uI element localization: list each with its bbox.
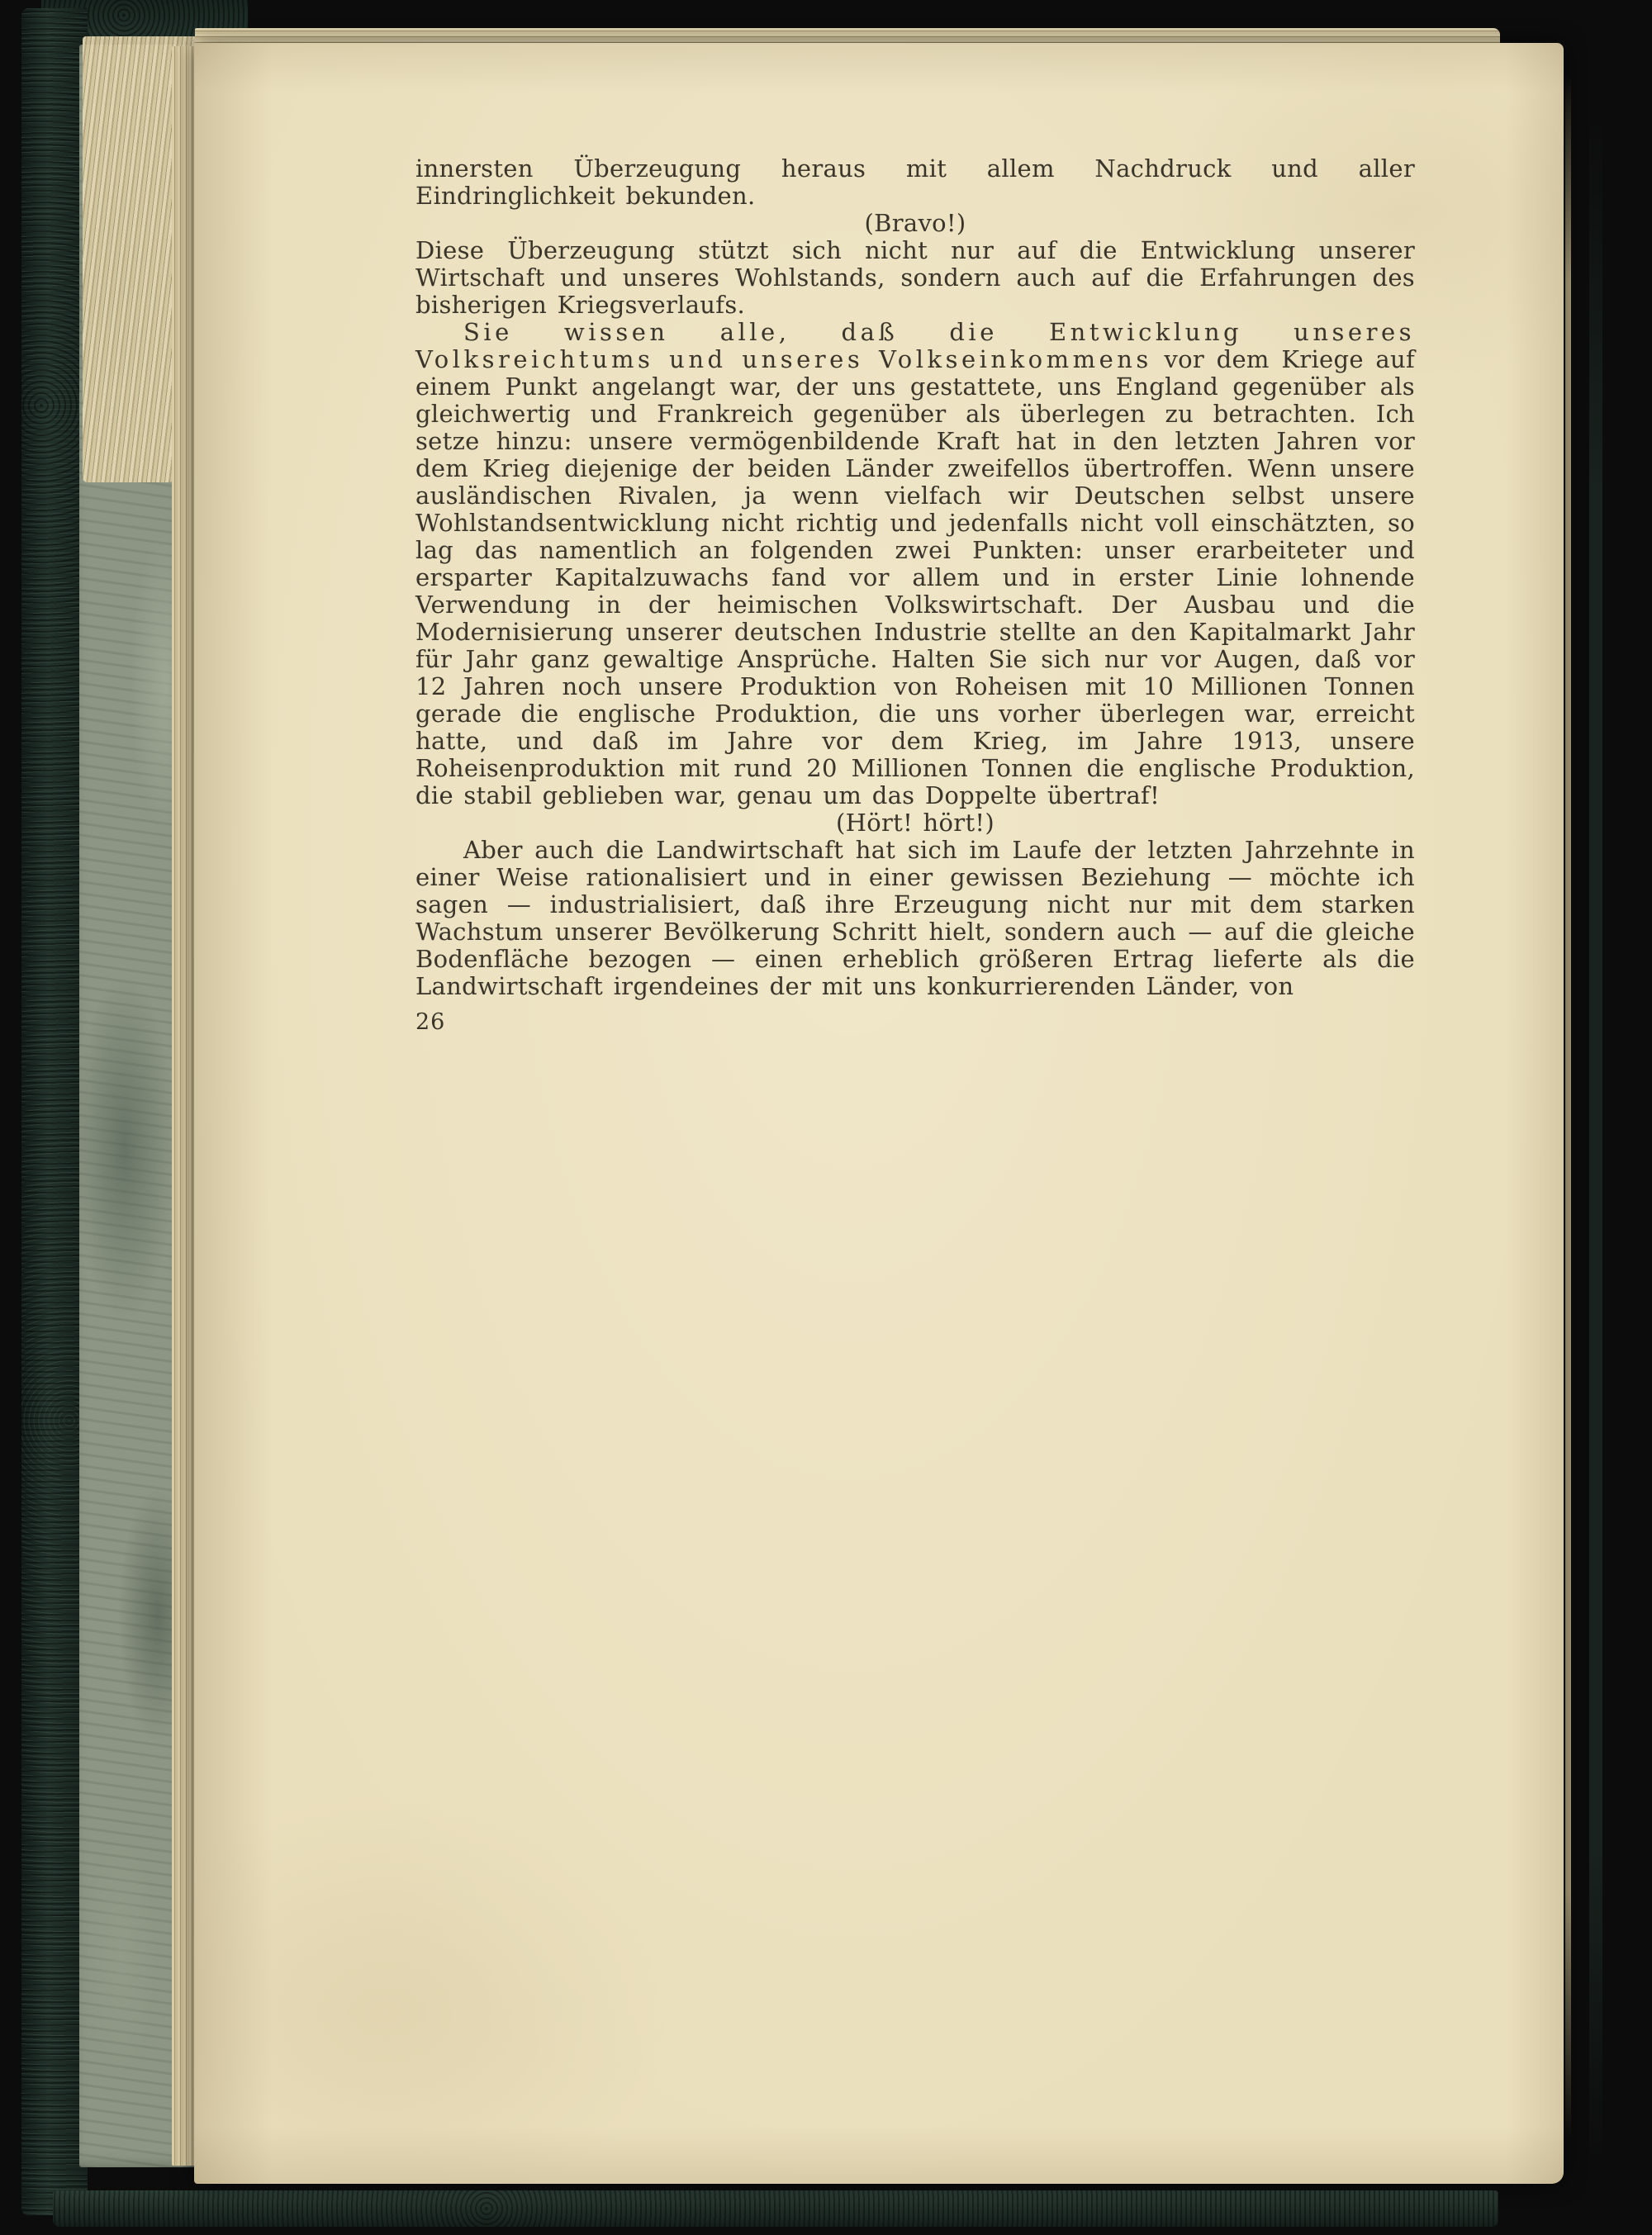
book-cover-right-edge	[1589, 116, 1602, 2164]
text-run: vor dem Kriege auf einem Punkt angelangt war, der uns gestattete, uns England gegenüber als gleichwertig und Frankreich gegenüber als überlegen zu betrachten. Ich setze hinzu: unsere vermögenbildende Kraft hat in den letzten Jahren vor dem Krieg diejenige der beiden Länder zweifellos übertroffen. Wenn unsere ausländischen Rivalen, ja wenn vielfach wir Deutschen selbst unsere Wohlstandsentwicklung nicht richtig und jedenfalls nicht voll einschätzten, so lag das namentlich an folgenden zwei Punkten: unser erarbeiteter und ersparter Kapitalzuwachs fand vor allem und in erster Linie lohnende Verwendung in der heimischen Volkswirtschaft. Der Ausbau und die Modernisierung unserer deutschen Industrie stellte an den Kapitalmarkt Jahr für Jahr ganz gewaltige Ansprüche. Halten Sie sich nur vor Augen, daß vor 12 Jahren noch unsere Produktion von Roheisen mit 10 Millionen Tonnen gerade die englische Produktion, die uns vorher überlegen war, erreicht hatte, und daß im Jahre vor dem Krieg, im Jahre 1913, unsere Roheisenproduktion mit rund 20 Millionen Tonnen die englische Produktion, die stabil geblieben war, genau um das Doppelte übertraf!	[415, 345, 1415, 809]
book-cover-spine	[21, 8, 88, 2215]
text-run: Diese Überzeugung stützt sich nicht nur auf die Entwicklung unserer Wirtschaft und unseres Wohlstands, sondern auch auf die Erfahrungen des bisherigen Kriegsverlaufs.	[415, 236, 1415, 319]
page-edge-right	[1565, 74, 1571, 2139]
stage-direction	[415, 809, 1415, 837]
paragraph	[415, 319, 1415, 809]
paragraph	[415, 237, 1415, 319]
text-run: (Bravo!)	[864, 209, 966, 237]
emphasized-text: Sie wissen alle, daß die Entwicklung unseres Volksreichtums und unseres Volkseinkommens	[415, 318, 1415, 373]
text-run: innersten Überzeugung heraus mit allem Nachdruck und aller Eindringlichkeit bekunden.	[415, 154, 1415, 210]
page-text	[415, 155, 1415, 1036]
page-edges-left	[172, 46, 197, 2166]
text-run: (Hört! hört!)	[836, 809, 995, 837]
page-number: 26	[415, 1009, 446, 1035]
paragraph	[415, 155, 1415, 210]
text-run: Aber auch die Landwirtschaft hat sich im Laufe der letzten Jahrzehnte in einer Weise rationalisiert und in einer gewissen Beziehung — möchte ich sagen — industrialisiert, daß ihre Erzeugung nicht nur mit dem starken Wachstum unserer Bevölkerung Schritt hielt, sondern auch — auf die gleiche Bodenfläche bezogen — einen erheblich größeren Ertrag lieferte als die Landwirtschaft irgendeines der mit uns konkurrierenden Länder, von	[415, 836, 1415, 1000]
stage-direction	[415, 210, 1415, 237]
book-page	[194, 43, 1564, 2184]
paragraph	[415, 837, 1415, 1000]
book-cover-bottom-edge	[53, 2190, 1498, 2227]
page-edges-top	[195, 28, 1500, 45]
